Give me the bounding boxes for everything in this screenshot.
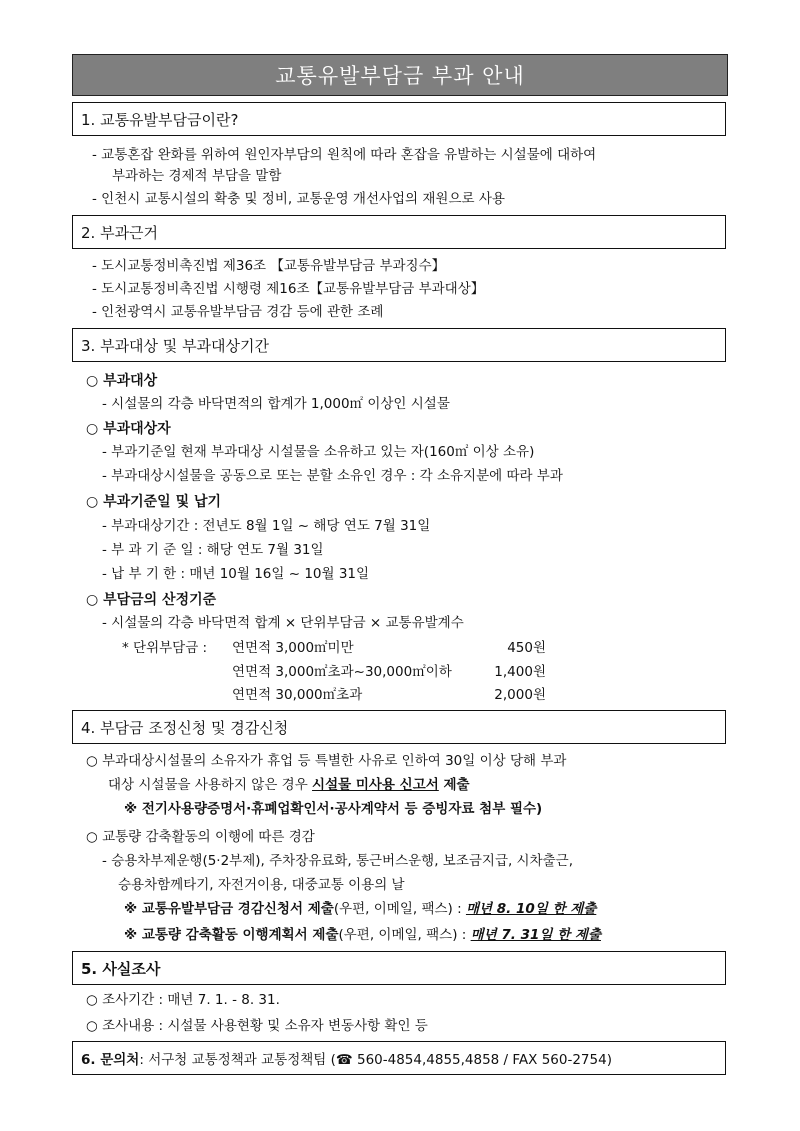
s1-line-1: - 교통혼잡 완화를 위하여 원인자부담의 원칙에 따라 혼잡을 유발하는 시설물에 대하여 — [92, 147, 597, 163]
s3-dates-line-3: - 납 부 기 한 : 매년 10월 16일 ~ 10월 31일 — [102, 566, 370, 582]
s6-heading-label: 6. 문의처 — [81, 1052, 140, 1068]
section-3-heading: 3. 부과대상 및 부과대상기간 — [72, 328, 726, 362]
s3-item-criteria: ○ 부담금의 산정기준 — [86, 592, 217, 608]
s2-line-1: - 도시교통정비촉진법 제36조 【교통유발부담금 부과징수】 — [92, 258, 446, 274]
s1-line-1b: 부과하는 경제적 부담을 말함 — [112, 168, 282, 184]
s4-item-1-cont — [108, 776, 470, 794]
s1-line-2: - 인천시 교통시설의 확충 및 정비, 교통운영 개선사업의 재원으로 사용 — [92, 191, 505, 207]
rate-amount-1: 450원 — [507, 640, 546, 656]
s4-item-2: ○ 교통량 감축활동의 이행에 따른 경감 — [86, 829, 315, 845]
section-5-heading: 5. 사실조사 — [72, 951, 726, 985]
s4-note-plan-method: (우편, 이메일, 팩스) : — [338, 927, 471, 943]
rate-area-2: 연면적 3,000㎡초과~30,000㎡이하 — [232, 664, 452, 680]
s3-target-line: - 시설물의 각층 바닥면적의 합계가 1,000㎡ 이상인 시설물 — [102, 396, 450, 412]
section-2-heading: 2. 부과근거 — [72, 215, 726, 249]
s4-note-reduction — [124, 900, 596, 918]
rate-area-1: 연면적 3,000㎡미만 — [232, 640, 354, 656]
s4-item-1-cont-pre: 대상 시설물을 사용하지 않은 경우 — [108, 777, 313, 793]
s3-item-payer: ○ 부과대상자 — [86, 421, 171, 437]
page-title: 교통유발부담금 부과 안내 — [72, 54, 728, 96]
s4-item-1: ○ 부과대상시설물의 소유자가 휴업 등 특별한 사유로 인하여 30일 이상 당해 부과 — [86, 753, 567, 769]
s3-item-target: ○ 부과대상 — [86, 373, 158, 389]
s5-line-2: ○ 조사내용 : 시설물 사용현황 및 소유자 변동사항 확인 등 — [86, 1018, 428, 1034]
s4-item-1-cont-post: 제출 — [438, 777, 470, 793]
s4-item-1-note: ※ 전기사용량증명서·휴폐업확인서·공사계약서 등 증빙자료 첨부 필수) — [124, 801, 543, 817]
rate-amount-2: 1,400원 — [494, 664, 546, 680]
s3-unit-label: * 단위부담금 : — [122, 640, 208, 656]
rate-amount-3: 2,000원 — [494, 687, 546, 703]
s4-note-plan — [124, 926, 601, 944]
s4-item-2-line-b: 승용차함께타기, 자전거이용, 대중교통 이용의 날 — [118, 877, 405, 893]
s4-note-reduction-method: (우편, 이메일, 팩스) : — [333, 901, 466, 917]
s2-line-2: - 도시교통정비촉진법 시행령 제16조【교통유발부담금 부과대상】 — [92, 281, 485, 297]
s4-note-reduction-title: ※ 교통유발부담금 경감신청서 제출 — [124, 901, 334, 917]
s3-dates-line-1: - 부과대상기간 : 전년도 8월 1일 ~ 해당 연도 7월 31일 — [102, 518, 431, 534]
section-1-heading: 1. 교통유발부담금이란? — [72, 102, 726, 136]
s2-line-3: - 인천광역시 교통유발부담금 경감 등에 관한 조례 — [92, 304, 384, 320]
s3-criteria-line: - 시설물의 각층 바닥면적 합계 × 단위부담금 × 교통유발계수 — [102, 615, 464, 631]
s6-contact: : 서구청 교통정책과 교통정책팀 (☎ 560-4854,4855,4858 / FAX 560-2754) — [139, 1052, 612, 1068]
section-6-heading — [72, 1041, 726, 1075]
unused-report-form: 시설물 미사용 신고서 — [312, 777, 439, 793]
s3-payer-line-1: - 부과기준일 현재 부과대상 시설물을 소유하고 있는 자(160㎡ 이상 소유) — [102, 444, 535, 460]
rate-area-3: 연면적 30,000㎡초과 — [232, 687, 363, 703]
section-4-heading: 4. 부담금 조정신청 및 경감신청 — [72, 710, 726, 744]
s5-line-1: ○ 조사기간 : 매년 7. 1. - 8. 31. — [86, 992, 280, 1008]
s3-dates-line-2: - 부 과 기 준 일 : 해당 연도 7월 31일 — [102, 542, 324, 558]
s3-item-dates: ○ 부과기준일 및 납기 — [86, 494, 222, 510]
s4-note-reduction-deadline: 매년 8. 10일 한 제출 — [465, 901, 597, 917]
s4-item-2-line: - 승용차부제운행(5·2부제), 주차장유료화, 통근버스운행, 보조금지급, 시차출근, — [102, 853, 574, 869]
s3-payer-line-2: - 부과대상시설물을 공동으로 또는 분할 소유인 경우 : 각 소유지분에 따라 부과 — [102, 468, 563, 484]
s4-note-plan-deadline: 매년 7. 31일 한 제출 — [470, 927, 601, 943]
s4-note-plan-title: ※ 교통량 감축활동 이행계획서 제출 — [124, 927, 339, 943]
